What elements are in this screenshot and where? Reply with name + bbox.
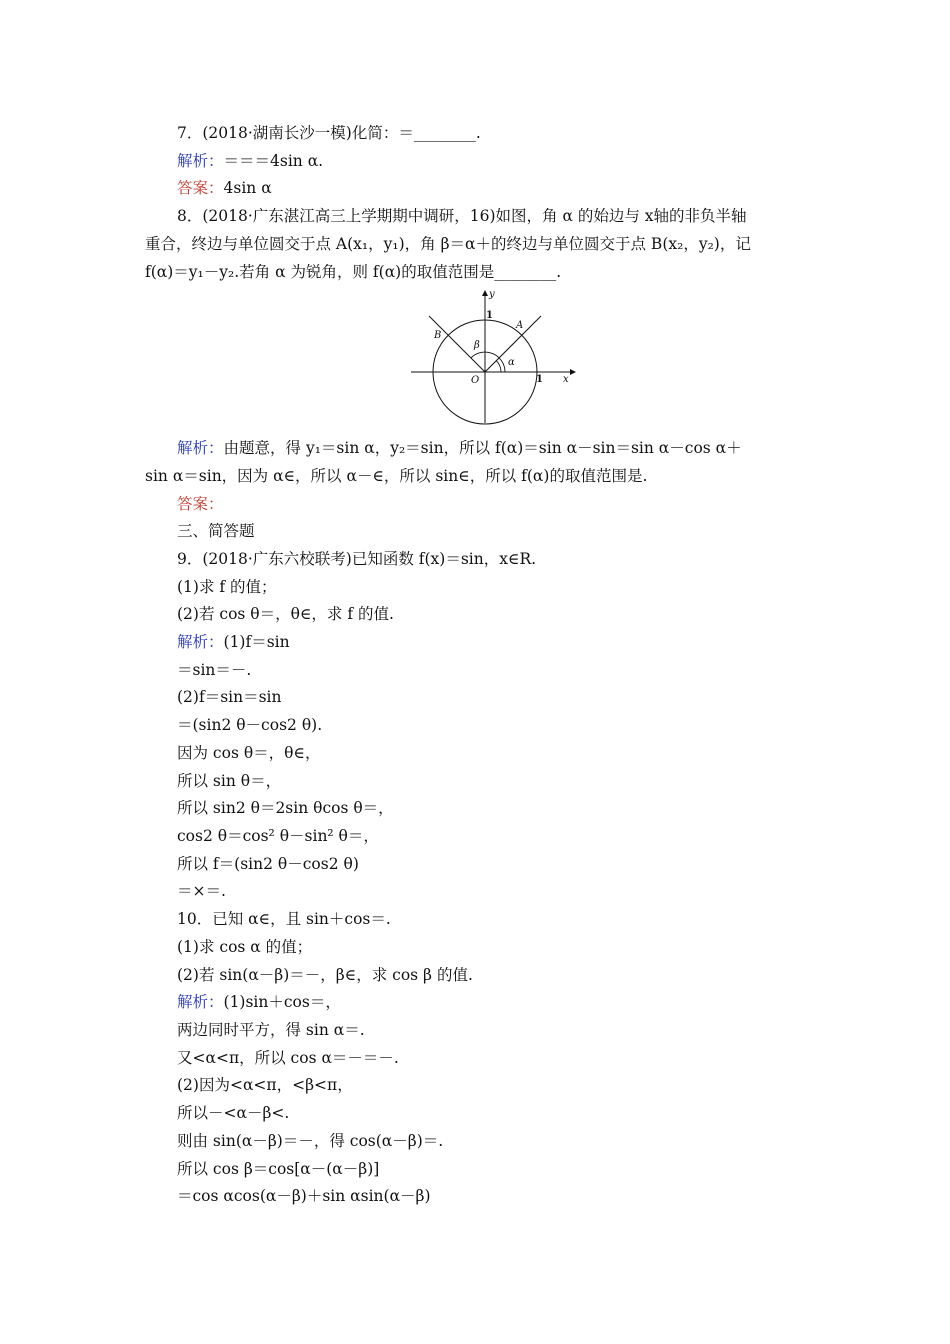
q9-solution-line: ＝×＝. xyxy=(177,882,226,900)
figure-label-alpha: α xyxy=(508,357,515,368)
q10-solution-line: 两边同时平方，得 sin α＝. xyxy=(177,1021,365,1039)
q9-solution-line: cos2 θ＝cos² θ－sin² θ＝， xyxy=(177,827,379,845)
q7-answer-text: 4sin α xyxy=(223,179,272,197)
figure-label-b: B xyxy=(434,330,442,341)
q10-solution-label: 解析： xyxy=(177,993,224,1011)
q10-part1: (1)求 cos α 的值； xyxy=(177,938,313,956)
figure-label-y: y xyxy=(489,289,495,300)
q7-solution-label: 解析： xyxy=(177,152,224,170)
section-title: 三、简答题 xyxy=(177,522,255,540)
figure-label-1y: 1 xyxy=(486,310,493,321)
q8-stem-line3: f(α)＝y₁－y₂.若角 α 为锐角，则 f(α)的取值范围是________. xyxy=(145,263,562,281)
q7-answer xyxy=(177,178,272,198)
q9-solution-line: ＝(sin2 θ－cos2 θ). xyxy=(177,716,323,734)
q8-stem-line2: 重合，终边与单位圆交于点 A(x₁，y₁)，角 β＝α＋的终边与单位圆交于点 B(x₂，y₂)，记 xyxy=(145,235,751,253)
q10-solution-line: 所以 cos β＝cos[α－(α－β)] xyxy=(177,1160,380,1178)
q10-solution-line: 则由 sin(α－β)＝－，得 cos(α－β)＝. xyxy=(177,1132,444,1150)
q10-solution-text: (1)sin＋cos＝， xyxy=(223,993,341,1011)
q9-solution-line: (2)f＝sin＝sin xyxy=(177,688,282,706)
q8-solution-line1 xyxy=(177,438,742,458)
q10-solution-line: 又<α<π，所以 cos α＝－＝－. xyxy=(177,1049,399,1067)
q10-solution-line xyxy=(177,992,341,1012)
unit-circle-figure xyxy=(405,285,585,427)
figure-label-a: A xyxy=(516,320,524,331)
q10-solution-line: ＝cos αcos(α－β)＋sin αsin(α－β) xyxy=(177,1187,431,1205)
q9-part1: (1)求 f 的值； xyxy=(177,578,277,596)
q8-solution-text: 由题意，得 y₁＝sin α，y₂＝sin，所以 f(α)＝sin α－sin＝sin α－cos α＋ xyxy=(223,439,742,457)
q7-answer-label: 答案： xyxy=(177,179,224,197)
q9-solution-label: 解析： xyxy=(177,633,224,651)
q7-solution xyxy=(177,151,323,171)
q9-part2: (2)若 cos θ＝，θ∈，求 f 的值. xyxy=(177,605,394,623)
q9-solution-line: 所以 sin2 θ＝2sin θcos θ＝， xyxy=(177,799,394,817)
q10-solution-line: (2)因为<α<π，<β<π， xyxy=(177,1076,353,1094)
figure-label-x: x xyxy=(563,374,569,385)
q8-solution-label: 解析： xyxy=(177,439,224,457)
q8-answer-label: 答案： xyxy=(177,495,224,513)
q7-stem: 7．(2018·湖南长沙一模)化简：＝________. xyxy=(177,124,481,142)
q9-solution-line: 因为 cos θ＝，θ∈， xyxy=(177,744,321,762)
q7-solution-text: ＝＝＝4sin α. xyxy=(223,152,324,170)
q9-solution-line: ＝sin＝－. xyxy=(177,661,252,679)
q8-solution-line2: sin α＝sin，因为 α∈，所以 α－∈，所以 sin∈，所以 f(α)的取值范围是. xyxy=(145,467,648,485)
q8-stem-line1: 8．(2018·广东湛江高三上学期期中调研，16)如图，角 α 的始边与 x轴的非负半轴 xyxy=(177,207,747,225)
q9-solution-line: 所以 sin θ＝， xyxy=(177,772,282,790)
alpha-arc xyxy=(496,361,501,372)
figure-label-beta: β xyxy=(474,340,480,351)
q10-part2: (2)若 sin(α－β)＝－，β∈，求 cos β 的值. xyxy=(177,966,473,984)
figure-label-o: O xyxy=(471,375,480,386)
q9-solution-line xyxy=(177,632,290,652)
q9-solution-text: (1)f＝sin xyxy=(223,633,290,651)
figure-label-1x: 1 xyxy=(536,374,543,385)
q10-stem: 10．已知 α∈，且 sin＋cos＝. xyxy=(177,910,391,928)
q10-solution-line: 所以－<α－β<. xyxy=(177,1104,290,1122)
q9-stem: 9．(2018·广东六校联考)已知函数 f(x)＝sin，x∈R. xyxy=(177,550,537,568)
q9-solution-line: 所以 f＝(sin2 θ－cos2 θ) xyxy=(177,855,359,873)
q8-answer xyxy=(177,494,224,514)
